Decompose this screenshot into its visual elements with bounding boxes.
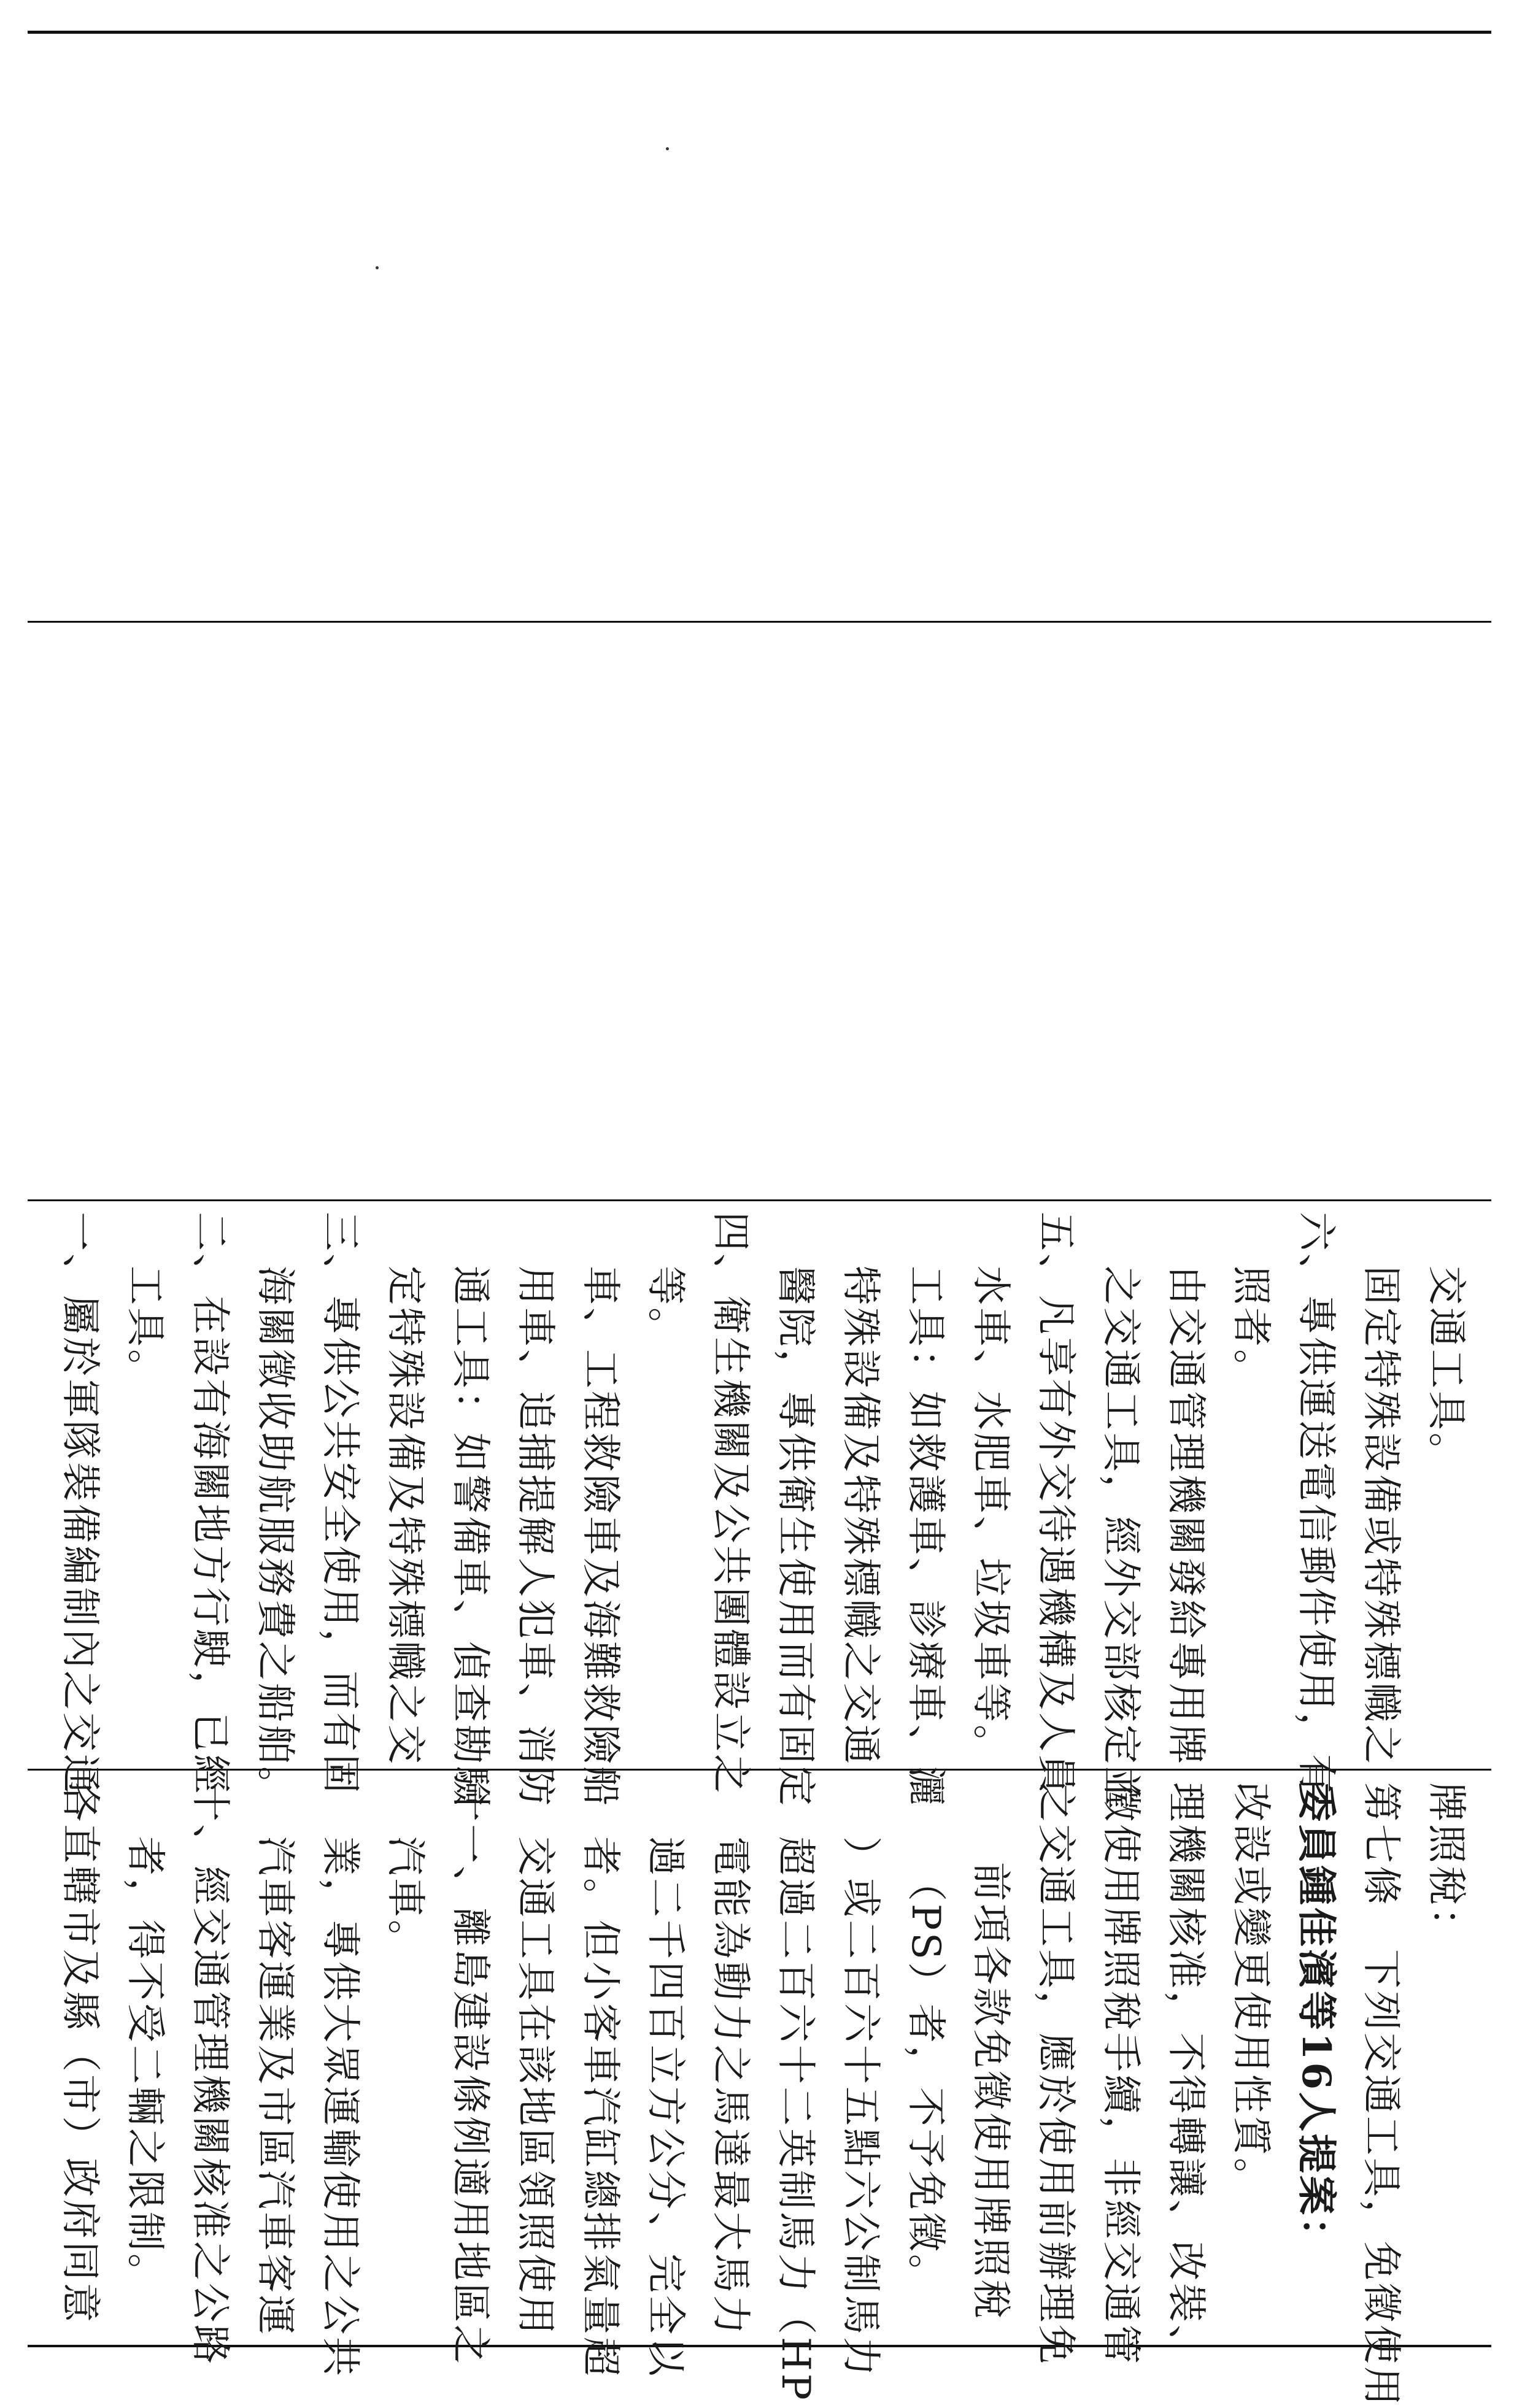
text-line: 等。 bbox=[643, 1266, 688, 1349]
text-line: 前項各款免徵使用牌照稅 bbox=[968, 1862, 1013, 2321]
text-line: 交通工具。 bbox=[1423, 1266, 1469, 1474]
text-line: 徵使用牌照稅手續，非經交通管 bbox=[1098, 1782, 1143, 2366]
text-line: 電能為動力之馬達最大馬力 bbox=[708, 1836, 753, 2337]
text-line: 汽車。 bbox=[382, 1836, 428, 1961]
text-line: 五、凡享有外交待遇機構及人員 bbox=[1033, 1212, 1078, 1796]
text-line: 特殊設備及特殊標幟之交通 bbox=[838, 1266, 883, 1766]
text-line: 汽車客運業及市區汽車客運 bbox=[252, 1836, 298, 2337]
bottom-rule bbox=[28, 2345, 1491, 2347]
text-line: 醫院，專供衛生使用而有固定 bbox=[773, 1266, 818, 1808]
text-line: 之交通工具，應於使用前辦理免 bbox=[1033, 1782, 1078, 2366]
text-line: 牌照稅： bbox=[1423, 1782, 1469, 1949]
text-line: 超過二百六十二英制馬力（HP bbox=[773, 1836, 818, 2402]
middle-rule-3 bbox=[28, 1769, 1491, 1771]
text-line: 之交通工具，經外交部核定並 bbox=[1098, 1266, 1143, 1808]
middle-rule-1 bbox=[28, 621, 1491, 623]
top-rule bbox=[28, 31, 1491, 34]
middle-rule-2 bbox=[28, 1199, 1491, 1201]
text-line: 一、屬於軍隊裝備編制內之交通 bbox=[57, 1212, 102, 1796]
text-line: 二、在設有海關地方行駛，已經 bbox=[187, 1212, 233, 1796]
text-line: 工具：如救護車、診療車、灑 bbox=[903, 1266, 948, 1808]
text-line: 海關徵收助航服務費之船舶。 bbox=[252, 1266, 298, 1808]
proposal-heading: 委員鍾佳濱等16人提案： bbox=[1293, 1782, 1339, 2260]
scan-speck bbox=[376, 266, 379, 269]
text-line: 車、工程救險車及海難救險船 bbox=[577, 1266, 623, 1808]
text-line: ）或二百六十五點六公制馬力 bbox=[838, 1836, 883, 2379]
text-line: 用車、追捕提解人犯車、消防 bbox=[512, 1266, 558, 1808]
text-line: 通工具：如警備車、偵查勘驗 bbox=[447, 1266, 493, 1808]
text-line: 六、專供運送電信郵件使用，有 bbox=[1293, 1212, 1338, 1796]
text-line: 理機關核准，不得轉讓、改裝、 bbox=[1163, 1782, 1208, 2366]
text-line: 第七條 下列交通工具，免徵使用 bbox=[1358, 1782, 1404, 2408]
text-line: 業，專供大眾運輸使用之公共 bbox=[317, 1836, 363, 2379]
text-line: 定特殊設備及特殊標幟之交 bbox=[382, 1266, 428, 1766]
text-line: 交通工具在該地區領照使用 bbox=[512, 1836, 558, 2337]
scan-speck bbox=[666, 147, 669, 150]
text-line: 四、衛生機關及公共團體設立之 bbox=[708, 1212, 753, 1796]
text-line: 水車、水肥車、垃圾車等。 bbox=[968, 1266, 1013, 1766]
text-line: 照者。 bbox=[1228, 1266, 1273, 1391]
text-line: 改設或變更使用性質。 bbox=[1228, 1782, 1273, 2199]
text-line: 十一、離島建設條例適用地區之 bbox=[447, 1782, 493, 2366]
text-line: 由交通管理機關發給專用牌 bbox=[1163, 1266, 1208, 1766]
text-line: 過二千四百立方公分、完全以 bbox=[643, 1836, 688, 2379]
text-line: 三、專供公共安全使用，而有固 bbox=[317, 1212, 363, 1796]
text-line: 固定特殊設備或特殊標幟之 bbox=[1358, 1266, 1404, 1766]
text-line: 者，得不受二輛之限制。 bbox=[122, 1836, 168, 2295]
text-line: 十、經交通管理機關核准之公路 bbox=[187, 1782, 233, 2366]
text-line: （PS）者，不予免徵。 bbox=[903, 1862, 948, 2296]
text-line: 工具。 bbox=[122, 1266, 168, 1391]
text-line: 各直轄市及縣（市）政府同意 bbox=[57, 1782, 102, 2325]
text-line: 者。但小客車汽缸總排氣量超 bbox=[577, 1836, 623, 2379]
